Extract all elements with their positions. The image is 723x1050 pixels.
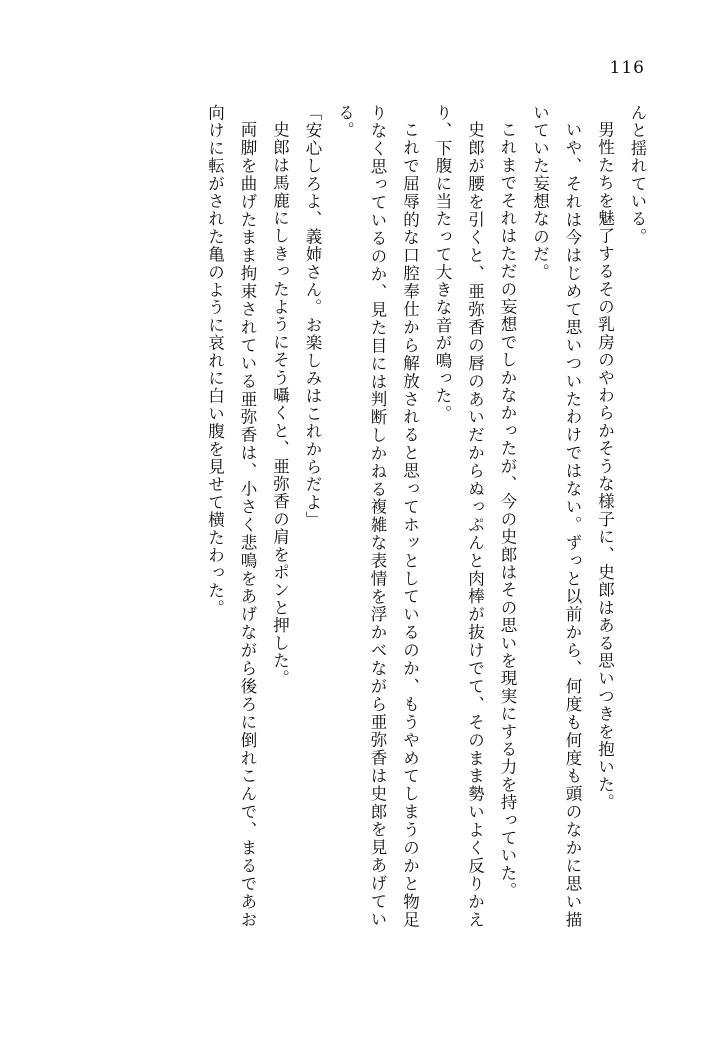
- paragraph: 両脚を曲げたまま拘束されている亜弥香は、小さく悲鳴をあげながら後ろに倒れこんで、まるであお向けに転がされた亀のように哀れに白い腹を見せて横たわった。: [205, 104, 257, 928]
- page-text-body: [84, 104, 653, 928]
- paragraph: んと揺れている。: [628, 104, 647, 246]
- paragraph: 「安心しろよ、義姉さん。お楽しみはこれからだよ」: [303, 104, 322, 529]
- paragraph: 男性たちを魅了するその乳房のやわらかそうな様子に、史郎はある思いつきを抱いた。: [595, 120, 615, 811]
- paragraph: 史郎は馬鹿にしきったようにそう囁くと、亜弥香の肩をポンと押した。: [270, 120, 290, 687]
- paragraph: いや、それは今はじめて思いついたわけではない。ずっと以前から、何度も何度も頭のなかに思い描いていた妄想なのだ。: [530, 104, 582, 928]
- page-number: 116: [609, 58, 645, 78]
- paragraph: これまでそれはただの妄想でしかなかったが、今の史郎はその思いを現実にする力を持っていた。: [498, 120, 517, 900]
- paragraph: 史郎が腰を引くと、亜弥香の唇のあいだからぬっぷんと肉棒が抜けでて、そのまま勢いよく反りかえり、下腹に当たって大きな音が鳴った。: [433, 104, 485, 928]
- paragraph: これで屈辱的な口腔奉仕から解放されると思ってホッとしているのか、もうやめてしまうのかと物足りなく思っているのか、見た目には判断しかねる複雑な表情を浮かべながら亜弥香は史郎を見あげている。: [335, 104, 420, 928]
